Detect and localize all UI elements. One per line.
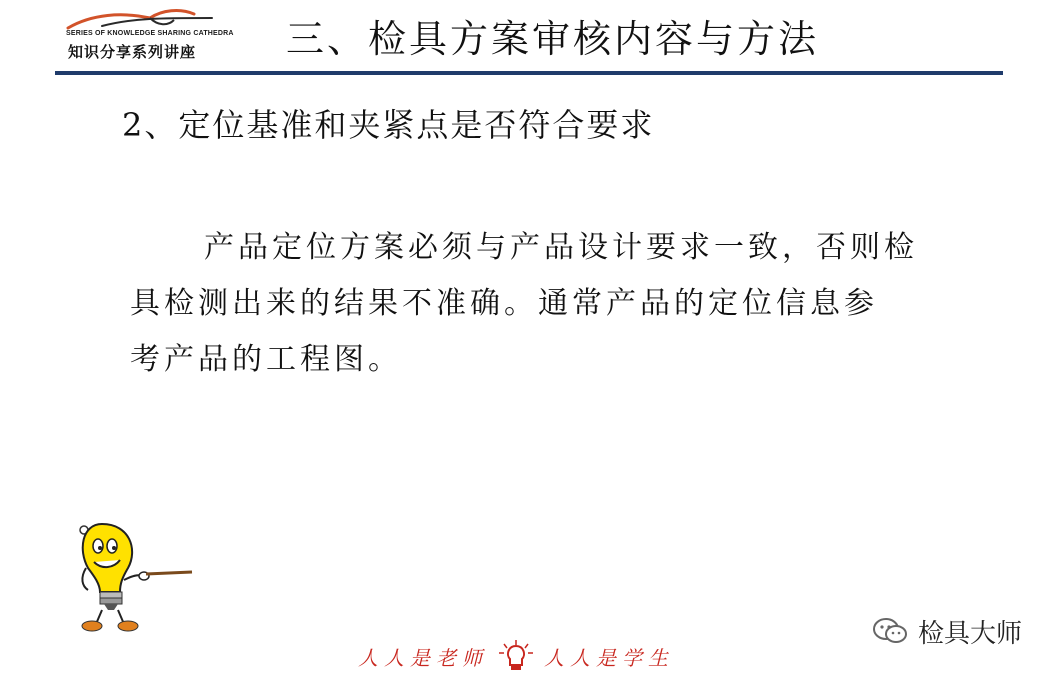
- section-subheading: 2、定位基准和夹紧点是否符合要求: [122, 106, 655, 144]
- lightbulb-mascot-icon: [72, 520, 197, 635]
- wechat-icon: [872, 617, 908, 645]
- watermark-text: 检具大师: [918, 618, 1023, 649]
- logo: [62, 4, 234, 62]
- motto-right: 人人是学生: [544, 645, 674, 670]
- slide-title: 三、检具方案审核内容与方法: [286, 17, 820, 61]
- paragraph-line: 产品定位方案必须与产品设计要求一致，否则检: [204, 230, 918, 265]
- paragraph-line: 具检测出来的结果不准确。通常产品的定位信息参: [130, 286, 878, 321]
- logo-series-text: SERIES OF KNOWLEDGE SHARING CATHEDRA: [66, 30, 234, 37]
- logo-subtitle: 知识分享系列讲座: [68, 43, 197, 61]
- lightbulb-emblem-icon: [498, 639, 534, 673]
- motto-left: 人人是老师: [358, 645, 488, 670]
- footer-motto: [358, 638, 674, 674]
- paragraph-line: 考产品的工程图。: [130, 342, 402, 377]
- wechat-watermark: [872, 615, 1022, 647]
- title-divider: [55, 71, 1003, 75]
